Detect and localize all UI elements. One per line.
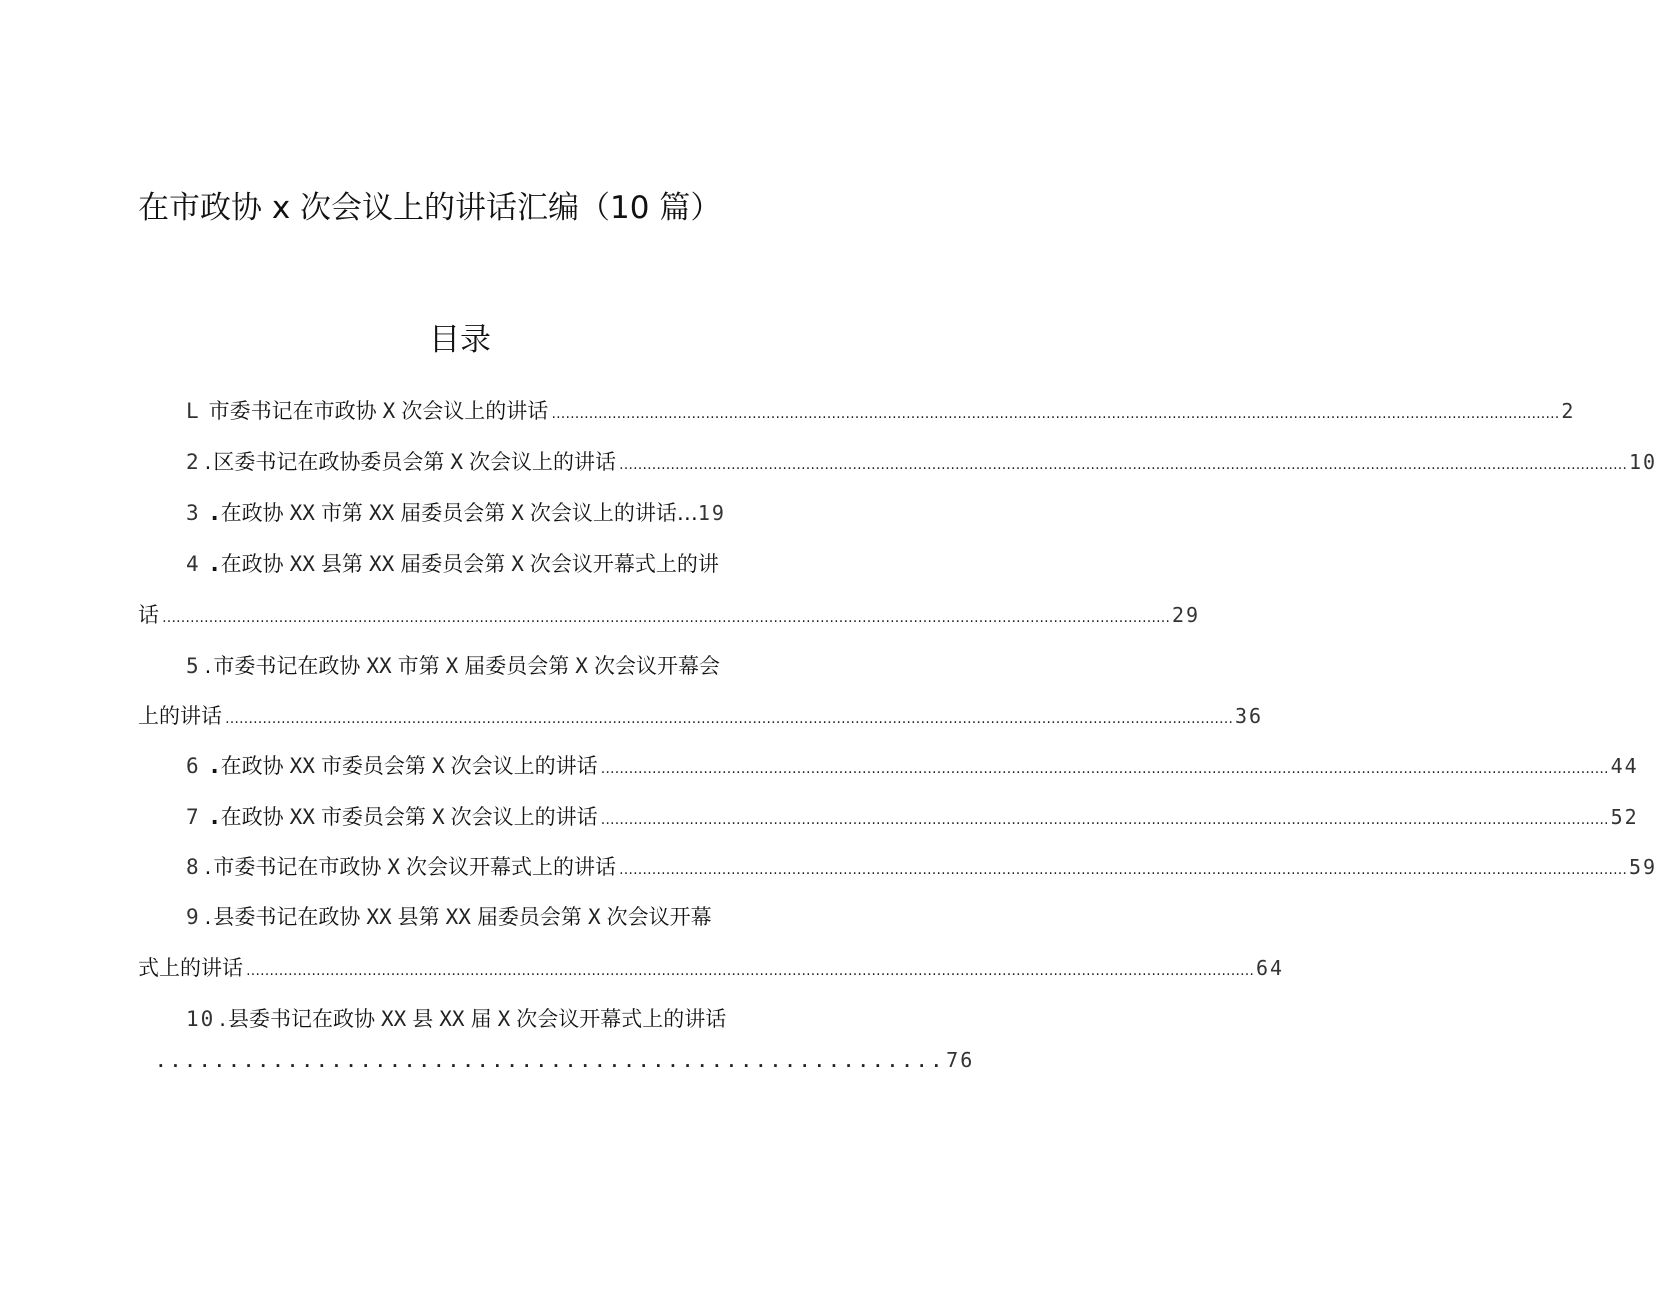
toc-entry-3-number: 3 xyxy=(186,501,201,525)
toc-entry-10[interactable]: 10 . 县委书记在政协 XX 县 XX 届 X 次会议开幕式上的讲话 xyxy=(186,1003,786,1035)
toc-entry-1-text-c: 次会议上的讲话 xyxy=(401,399,549,423)
toc-entry-10-text-a: 县委书记在政协 xyxy=(227,1007,375,1031)
toc-entry-2[interactable]: 2 . 区委书记在政协委员会第 X 次会议上的讲话 ……………………………………………………………………………………………………………………………………………………………………………………………… 10 xyxy=(186,446,772,478)
toc-entry-2-text-b: X xyxy=(450,450,463,474)
toc-entry-6-leader: ……………………………………………………………………………………………………………………………………………………………………………………………… xyxy=(600,761,1609,777)
toc-entry-9-leader: ……………………………………………………………………………………………………………………………………………………………………………………………… xyxy=(246,963,1254,979)
toc-entry-3-text-c: 市第 xyxy=(320,501,363,525)
toc-entry-7-text-a: 在政协 xyxy=(220,805,284,829)
toc-entry-3-text-d: XX xyxy=(368,501,395,525)
toc-entry-6-text-b: XX xyxy=(289,754,315,778)
toc-entry-3[interactable]: 3 . 在政协 XX 市第 XX 届委员会第 X 次会议上的讲话… 19 xyxy=(186,497,786,529)
toc-entry-4-text-f: X xyxy=(511,552,524,576)
toc-entry-2-page: 10 xyxy=(1629,450,1657,474)
toc-entry-7-text-e: 次会议上的讲话 xyxy=(450,805,598,829)
toc-entry-10-leader: ...................................................... xyxy=(156,1052,947,1071)
toc-entry-6-text-d: X xyxy=(431,754,445,778)
toc-entry-5-text-h: 上的讲话 xyxy=(138,704,222,728)
toc-entry-5-text-f: X xyxy=(575,654,588,678)
toc-entry-9-text-e: 届委员会第 xyxy=(476,905,582,929)
toc-entry-10-text-g: 次会议开幕式上的讲话 xyxy=(516,1007,727,1031)
toc-entry-2-number: 2 xyxy=(186,450,201,474)
toc-entry-9-page: 64 xyxy=(1256,956,1285,980)
toc-entry-9-text-a: 县委书记在政协 xyxy=(213,905,361,929)
toc-entry-4-text-b: XX xyxy=(289,552,315,576)
toc-entry-7-text-d: X xyxy=(431,805,445,829)
toc-entry-3-text-f: X xyxy=(511,501,524,525)
toc-entry-1[interactable] xyxy=(186,395,1576,427)
toc-entry-5[interactable]: 5 . 市委书记在政协 XX 市第 X 届委员会第 X 次会议开幕会 xyxy=(186,650,786,682)
toc-entry-9-text-b: XX xyxy=(366,905,392,929)
toc-entry-3-text-g: 次会议上的讲话… xyxy=(529,501,698,525)
toc-entry-8-page: 59 xyxy=(1629,855,1657,879)
toc-entry-9-text-h: 式上的讲话 xyxy=(138,956,243,980)
toc-entry-10-number: 10 xyxy=(186,1007,216,1031)
toc-entry-8[interactable]: 8 . 市委书记在市政协 X 次会议开幕式上的讲话 ……………………………………………………………………………………………………………………………………………………………………………………………… 59 xyxy=(186,851,772,883)
toc-entry-5-text-a: 市委书记在政协 xyxy=(213,654,361,678)
toc-entry-6-text-c: 市委员会第 xyxy=(320,754,426,778)
toc-entry-9-continuation[interactable] xyxy=(138,952,1285,984)
toc-entry-5-page: 36 xyxy=(1235,704,1264,728)
toc-entry-4-text-c: 县第 xyxy=(320,552,363,576)
toc-entry-6-number: 6 xyxy=(186,754,201,778)
toc-entry-3-text-a: 在政协 xyxy=(220,501,284,525)
toc-entry-4-text-e: 届委员会第 xyxy=(400,552,506,576)
toc-entry-4-number: 4 xyxy=(186,552,201,576)
toc-entry-5-continuation[interactable] xyxy=(138,700,1264,732)
toc-heading: 目录 xyxy=(429,322,491,358)
toc-entry-10-text-c: 县 xyxy=(412,1007,434,1031)
toc-entry-6-text-e: 次会议上的讲话 xyxy=(450,754,598,778)
toc-entry-6[interactable]: 6 . 在政协 XX 市委员会第 X 次会议上的讲话 ……………………………………………………………………………………………………………………………………………………………………………………………… 44 xyxy=(186,750,772,782)
toc-entry-1-text-b: X xyxy=(382,399,396,423)
toc-entry-2-text-c: 次会议上的讲话 xyxy=(469,450,616,474)
toc-entry-4-leader: ……………………………………………………………………………………………………………………………………………………………………………………………… xyxy=(162,610,1170,626)
toc-entry-7-page: 52 xyxy=(1610,805,1639,829)
toc-entry-3-page: 19 xyxy=(697,501,726,525)
toc-entry-9-text-g: 次会议开幕 xyxy=(606,905,712,929)
toc-entry-5-text-d: X xyxy=(445,654,459,678)
toc-entry-8-text-b: X xyxy=(387,855,400,879)
toc-entry-4-text-d: XX xyxy=(368,552,395,576)
toc-entry-7-text-b: XX xyxy=(289,805,315,829)
toc-entry-9-number: 9 xyxy=(186,905,201,929)
toc-entry-10-text-e: 届 xyxy=(470,1007,492,1031)
toc-entry-8-text-a: 市委书记在市政协 xyxy=(213,855,382,879)
toc-entry-5-number: 5 xyxy=(186,654,201,678)
toc-entry-4-text-h: 话 xyxy=(138,603,159,627)
toc-entry-8-text-c: 次会议开幕式上的讲话 xyxy=(406,855,616,879)
toc-entry-10-page: 76 xyxy=(946,1048,975,1072)
toc-entry-3-text-b: XX xyxy=(289,501,315,525)
toc-entry-9[interactable]: 9 . 县委书记在政协 XX 县第 XX 届委员会第 X 次会议开幕 xyxy=(186,901,786,933)
toc-entry-7-text-c: 市委员会第 xyxy=(320,805,426,829)
toc-entry-9-text-c: 县第 xyxy=(397,905,440,929)
toc-entry-9-text-f: X xyxy=(587,905,601,929)
toc-entry-5-text-e: 届委员会第 xyxy=(464,654,570,678)
toc-entry-4-continuation[interactable] xyxy=(138,599,1201,631)
toc-entry-4[interactable]: 4 . 在政协 XX 县第 XX 届委员会第 X 次会议开幕式上的讲 xyxy=(186,548,786,580)
toc-entry-5-text-b: XX xyxy=(366,654,392,678)
toc-entry-7[interactable]: 7 . 在政协 XX 市委员会第 X 次会议上的讲话 ……………………………………………………………………………………………………………………………………………………………………………………………… 52 xyxy=(186,801,772,833)
toc-entry-4-text-a: 在政协 xyxy=(220,552,284,576)
toc-entry-6-text-a: 在政协 xyxy=(220,754,284,778)
toc-entry-6-page: 44 xyxy=(1610,754,1639,778)
toc-entry-1-page: 2 xyxy=(1561,399,1576,423)
toc-entry-8-number: 8 xyxy=(186,855,201,879)
toc-entry-7-leader: ……………………………………………………………………………………………………………………………………………………………………………………………… xyxy=(600,812,1609,828)
toc-entry-10-continuation[interactable] xyxy=(156,1044,975,1076)
toc-entry-8-leader: ……………………………………………………………………………………………………………………………………………………………………………………………… xyxy=(619,862,1627,878)
document-title: 在市政协 x 次会议上的讲话汇编（10 篇） xyxy=(138,190,722,226)
toc-entry-3-text-e: 届委员会第 xyxy=(400,501,506,525)
toc-entry-10-text-f: X xyxy=(497,1007,511,1031)
toc-entry-10-text-b: XX xyxy=(380,1007,407,1031)
toc-entry-9-text-d: XX xyxy=(445,905,471,929)
toc-entry-1-text-a: 市委书记在市政协 xyxy=(208,399,377,423)
toc-entry-7-number: 7 xyxy=(186,805,201,829)
toc-entry-2-leader: ……………………………………………………………………………………………………………………………………………………………………………………………… xyxy=(619,457,1627,473)
toc-entry-5-text-g: 次会议开幕会 xyxy=(593,654,720,678)
toc-entry-4-page: 29 xyxy=(1172,603,1201,627)
toc-entry-4-text-g: 次会议开幕式上的讲 xyxy=(529,552,719,576)
toc-entry-2-text-a: 区委书记在政协委员会第 xyxy=(213,450,445,474)
toc-entry-5-leader: ……………………………………………………………………………………………………………………………………………………………………………………………… xyxy=(225,711,1233,727)
toc-entry-10-text-d: XX xyxy=(439,1007,465,1031)
toc-entry-5-text-c: 市第 xyxy=(397,654,440,678)
toc-entry-1-number: L xyxy=(186,399,201,423)
toc-entry-1-leader: ……………………………………………………………………………………………………………………………………………………………………………………………… xyxy=(551,406,1560,422)
